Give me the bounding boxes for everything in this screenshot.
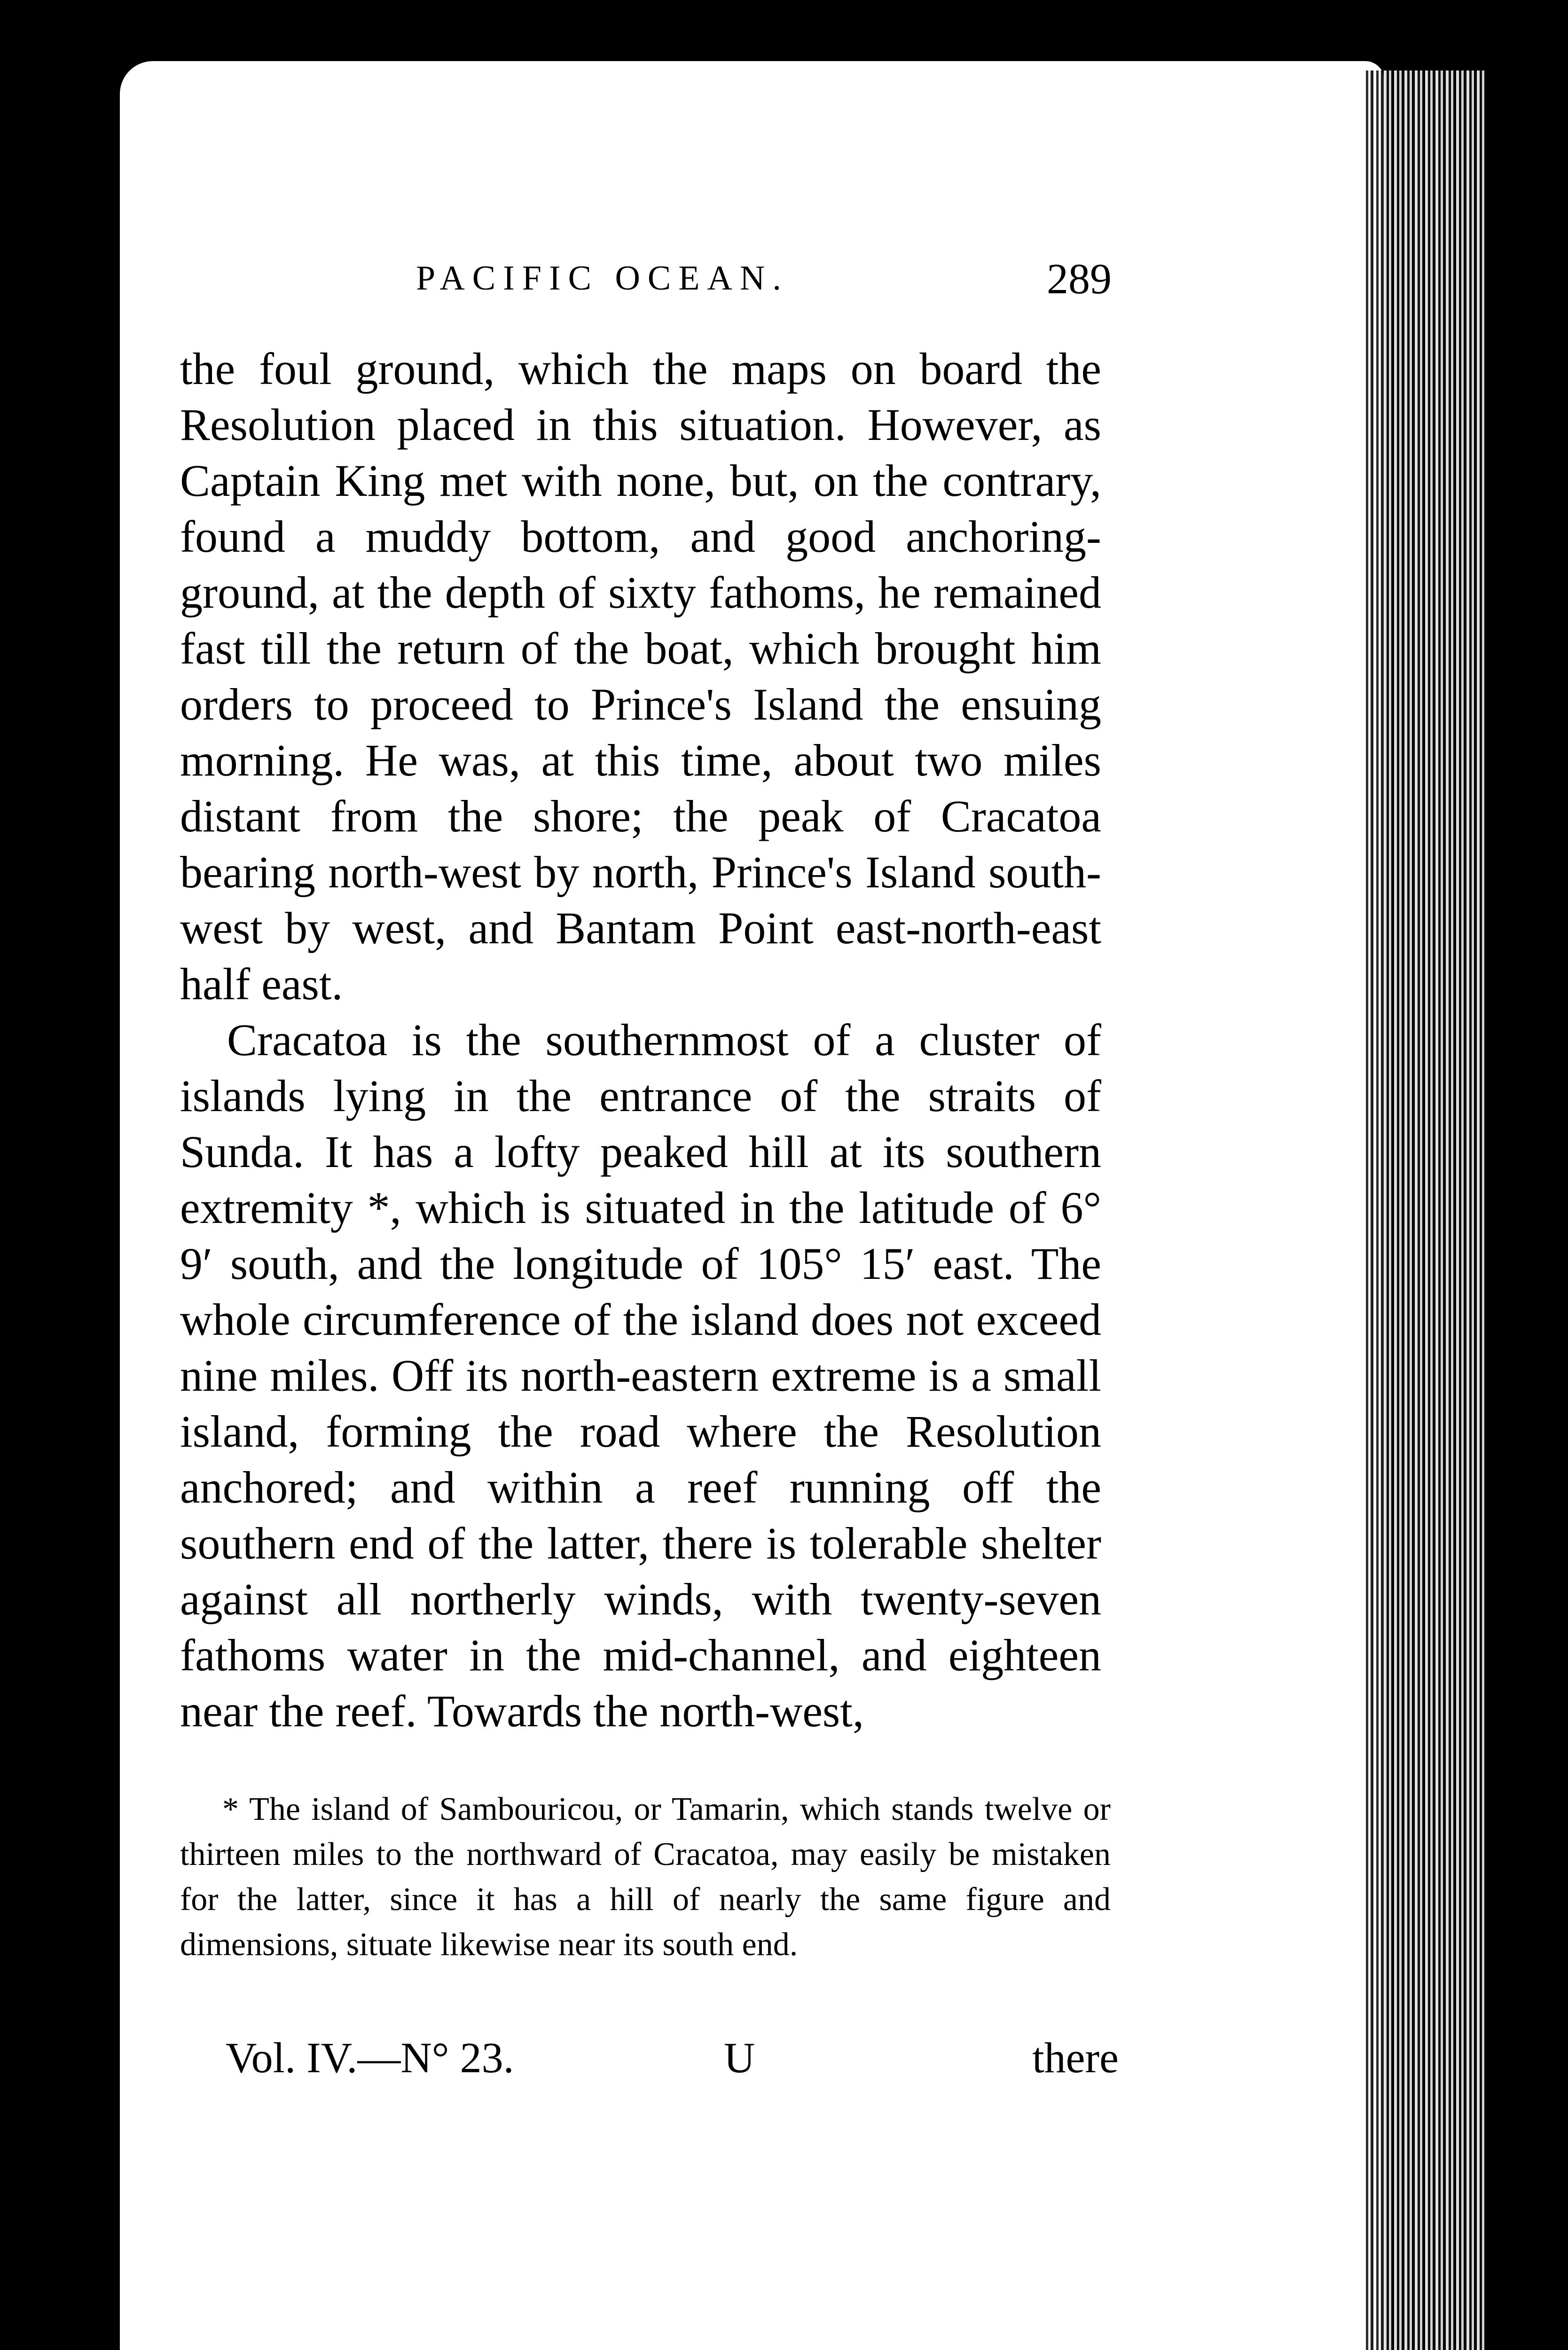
signature-mark: U <box>724 2034 755 2082</box>
running-header <box>416 255 1112 310</box>
page-edges <box>1363 70 1485 2350</box>
page-number: 289 <box>1047 255 1112 303</box>
footnote-mark: * <box>222 1791 239 1827</box>
running-title: PACIFIC OCEAN. <box>416 259 789 298</box>
page-footer <box>226 2033 1119 2084</box>
paragraph-1: the foul ground, which the maps on board the Resolution placed in this situation. However, as Captain King met with none, but, on the contrary, found a muddy bottom, and good anchoring-ground, at the depth of sixty fathoms, he remained fast till the return of the boat, which brought him orders to proceed to Prince's Island the ensuing morning. He was, at this time, about two miles distant from the shore; the peak of Cracatoa bearing north-west by north, Prince's Island south-west by west, and Bantam Point east-north-east half east. <box>180 344 1101 1009</box>
footnote-text: The island of Sambouricou, or Tamarin, which stands twelve or thirteen miles to the northward of Cracatoa, may easily be mistaken for the latter, since it has a hill of nearly the same figure and dimensions, situate likewise near its south end. <box>180 1791 1111 1963</box>
paragraph-2: Cracatoa is the southernmost of a cluster of islands lying in the entrance of the straits of Sunda. It has a lofty peaked hill at its southern extremity *, which is situated in the latitude of 6° 9′ south, and the longitude of 105° 15′ east. The whole circumference of the island does not exceed nine miles. Off its north-eastern extreme is a small island, forming the road where the Resolution anchored; and within a reef running off the southern end of the latter, there is tolerable shelter against all northerly winds, with twenty-seven fathoms water in the mid-channel, and eighteen near the reef. Towards the north-west, <box>180 1015 1101 1736</box>
footnote <box>180 1787 1111 1967</box>
catchword: there <box>1032 2034 1119 2082</box>
signature-line: Vol. IV.—N° 23. <box>226 2034 514 2082</box>
body-text <box>180 341 1101 1739</box>
